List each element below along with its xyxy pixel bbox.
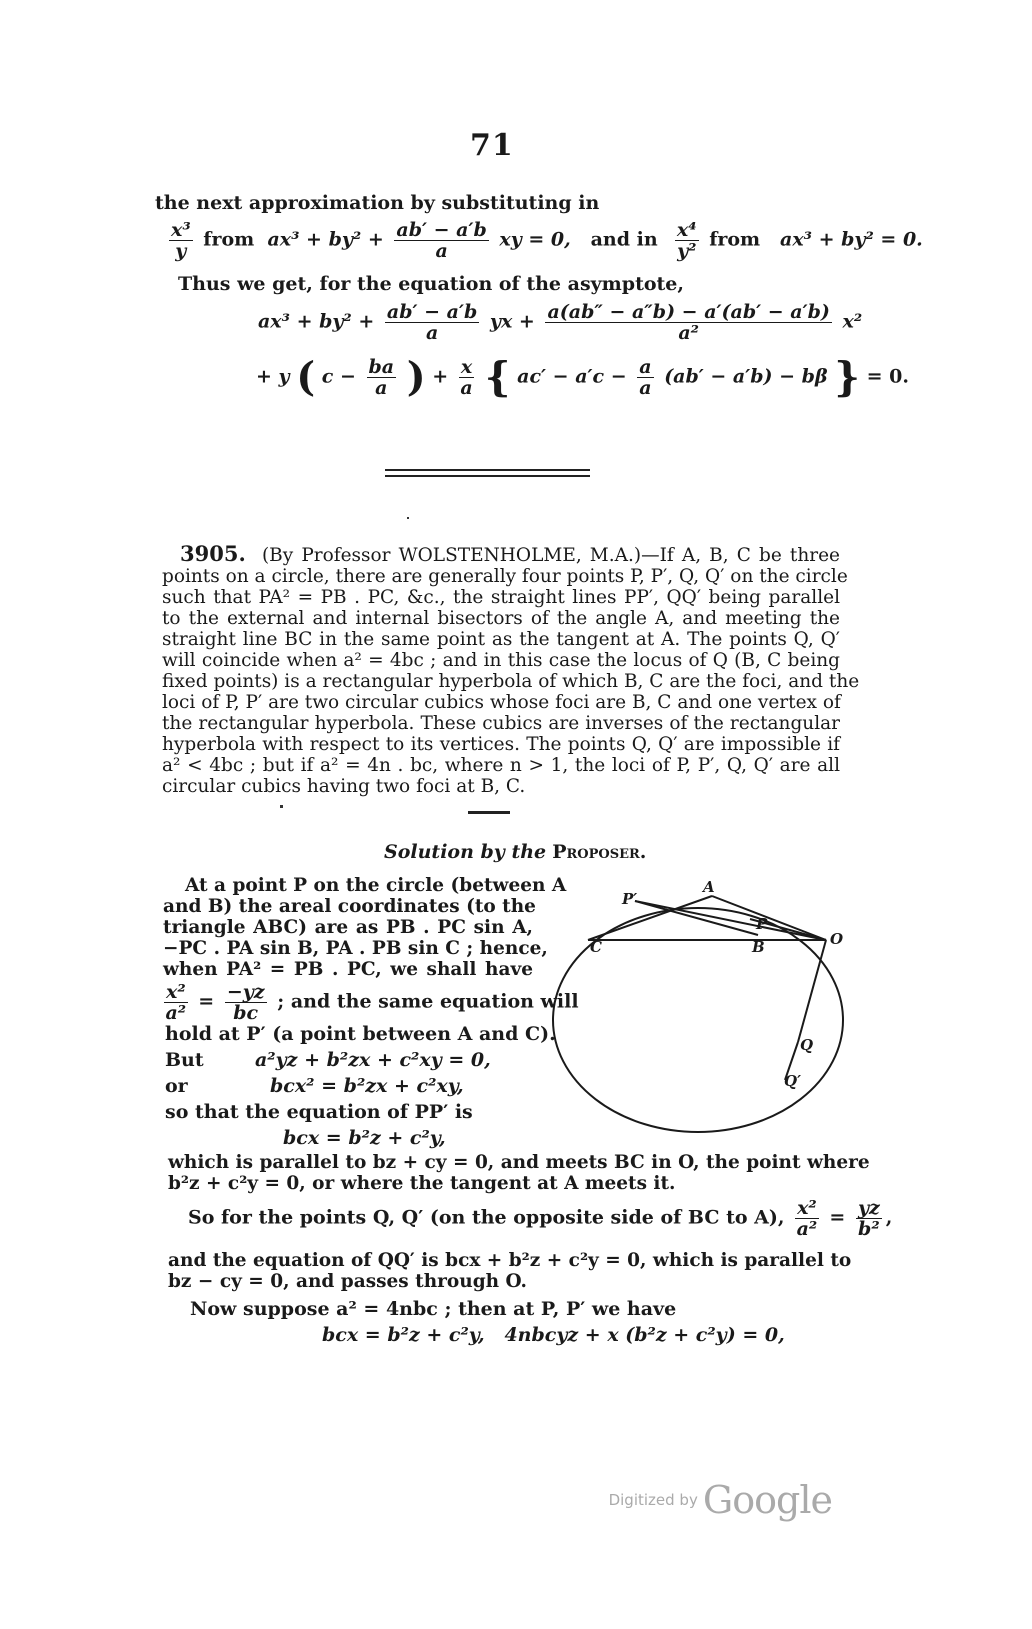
now-line: Now suppose a² = 4nbc ; then at P, P′ we have <box>190 1298 677 1320</box>
label-c: C <box>590 938 602 956</box>
asymptote-equation-line-2: + y ( c − $\frac{ba}{a}$ ) + $\frac{x}{a}$ { ac′ − a′c − $\frac{a}{a}$ (ab′ − a′b) − bβ } = 0. <box>256 353 909 401</box>
solution-heading: Solution by the Proposer. <box>384 841 647 863</box>
problem-line: hyperbola with respect to its vertices. The points Q, Q′ are impossible if <box>162 734 840 755</box>
solution-line: so that the equation of PP′ is <box>165 1101 473 1123</box>
speck <box>407 517 409 519</box>
fraction: $\frac{x}{a}$ <box>460 356 473 399</box>
fraction: $\frac{ab' - a'b}{a}$ <box>386 301 478 344</box>
label-b: B <box>752 938 765 956</box>
fraction: $\frac{a}{a}$ <box>639 356 652 399</box>
problem-line: a² < 4bc ; but if a² = 4n . bc, where n > 1, the loci of P, P′, Q, Q′ are all <box>162 755 840 776</box>
short-divider <box>468 811 510 814</box>
label-q: Q <box>800 1036 814 1054</box>
google-logo: Google <box>702 1478 832 1522</box>
problem-line: points on a circle, there are generally four points P, P′, Q, Q′ on the circle <box>162 566 848 587</box>
label-q-prime: Q′ <box>784 1072 802 1090</box>
solution-line: which is parallel to bz + cy = 0, and meets BC in O, the point where <box>168 1152 870 1173</box>
problem-line: will coincide when a² = 4bc ; and in this case the locus of Q (B, C being <box>162 650 840 671</box>
problem-number: 3905. <box>180 541 246 566</box>
but-equation: a²yz + b²zx + c²xy = 0, <box>255 1049 491 1071</box>
intro-line: Thus we get, for the equation of the asymptote, <box>178 273 684 295</box>
solution-line: triangle ABC) are as PB . PC sin A, <box>163 917 533 938</box>
circle-diagram <box>540 872 850 1142</box>
problem-line: such that PA² = PB . PC, &c., the straight lines PP′, QQ′ being parallel <box>162 587 840 608</box>
digitized-watermark <box>609 1478 832 1522</box>
qq-paragraph <box>168 1250 852 1292</box>
solution-line: b²z + c²y = 0, or where the tangent at A meets it. <box>168 1173 676 1194</box>
line-po <box>635 901 826 940</box>
fraction: $\frac{ba}{a}$ <box>368 356 395 399</box>
label-p-prime: P′ <box>622 890 638 908</box>
intro-equation-line: $\frac{\text{x³}}{y}$ from ax³ + by² + $\frac{ab' - a'b}{a}$ xy = 0, and in $\frac{\text{x⁴}}{\text{y²}}$ from ax³ + by² = 0. <box>171 219 923 262</box>
fraction: $\frac{a(ab'' - a''b) - a'(ab' - a'b)}{\text{a²}}$ <box>547 301 830 344</box>
or-label: or <box>165 1075 188 1097</box>
final-equation: bcx = b²z + c²y, 4nbcyz + x (b²z + c²y) = 0, <box>322 1324 785 1346</box>
asymptote-equation-line-1: ax³ + by² + $\frac{ab' - a'b}{a}$ yx + $\frac{a(ab'' - a''b) - a'(ab' - a'b)}{\text{a²}}$ x² <box>258 301 863 344</box>
line-ao <box>712 896 826 940</box>
problem-paragraph <box>162 541 860 797</box>
speck <box>280 805 283 808</box>
solution-line: At a point P on the circle (between A <box>185 875 567 896</box>
fraction: $\frac{\text{x²}}{\text{a²}}$ <box>165 981 187 1024</box>
fraction: $\frac{\text{x²}}{\text{a²}}$ <box>796 1197 818 1240</box>
problem-line: (By Professor WOLSTENHOLME, M.A.)—If A, B, C be three <box>261 545 840 566</box>
solution-equation-line: $\frac{\text{x²}}{\text{a²}}$ = $\frac{-yz}{bc}$ ; and the same equation will <box>165 981 579 1024</box>
pp-equation: bcx = b²z + c²y, <box>283 1127 446 1149</box>
problem-line: to the external and internal bisectors of the angle A, and meeting the <box>162 608 840 629</box>
watermark-prefix: Digitized by <box>608 1491 698 1509</box>
problem-line: fixed points) is a rectangular hyperbola of which B, C are the foci, and the <box>162 671 860 692</box>
parallel-paragraph <box>168 1152 870 1194</box>
solution-line: −PC . PA sin B, PA . PB sin C ; hence, <box>163 938 548 959</box>
or-equation: bcx² = b²zx + c²xy, <box>270 1075 464 1097</box>
section-divider-top <box>385 469 590 471</box>
problem-line: loci of P, P′ are two circular cubics whose foci are B, C and one vertex of <box>162 692 841 713</box>
fraction: $\frac{\text{x³}}{y}$ <box>171 219 191 262</box>
fraction: $\frac{ab' - a'b}{a}$ <box>396 219 487 262</box>
but-label: But <box>165 1049 204 1071</box>
intro-line: the next approximation by substituting in <box>155 192 600 214</box>
solution-line: bz − cy = 0, and passes through O. <box>168 1271 527 1292</box>
fraction: $\frac{-yz}{bc}$ <box>226 981 265 1024</box>
solution-line: and the equation of QQ′ is bcx + b²z + c²y = 0, which is parallel to <box>168 1250 852 1271</box>
fraction: $\frac{\text{x⁴}}{\text{y²}}$ <box>676 219 697 262</box>
line-oq <box>798 940 826 1042</box>
solution-line: hold at P′ (a point between A and C). <box>165 1023 556 1045</box>
label-p: P <box>756 915 768 933</box>
problem-line: the rectangular hyperbola. These cubics are inverses of the rectangular <box>162 713 840 734</box>
problem-line: straight line BC in the same point as the tangent at A. The points Q, Q′ <box>162 629 840 650</box>
so-for-line: So for the points Q, Q′ (on the opposite side of BC to A), $\frac{\text{x²}}{\text{a²}}$ = $\frac{yz}{\text{b²}}$ , <box>188 1197 893 1240</box>
solution-line: and B) the areal coordinates (to the <box>163 896 536 917</box>
section-divider-bottom <box>385 475 590 477</box>
problem-line: circular cubics having two foci at B, C. <box>162 776 526 797</box>
label-a: A <box>703 878 715 896</box>
solution-left-column <box>163 875 567 980</box>
label-o: O <box>830 930 844 948</box>
page-number: 71 <box>470 128 514 163</box>
fraction: $\frac{yz}{\text{b²}}$ <box>857 1197 880 1240</box>
solution-line: when PA² = PB . PC, we shall have <box>163 959 533 980</box>
